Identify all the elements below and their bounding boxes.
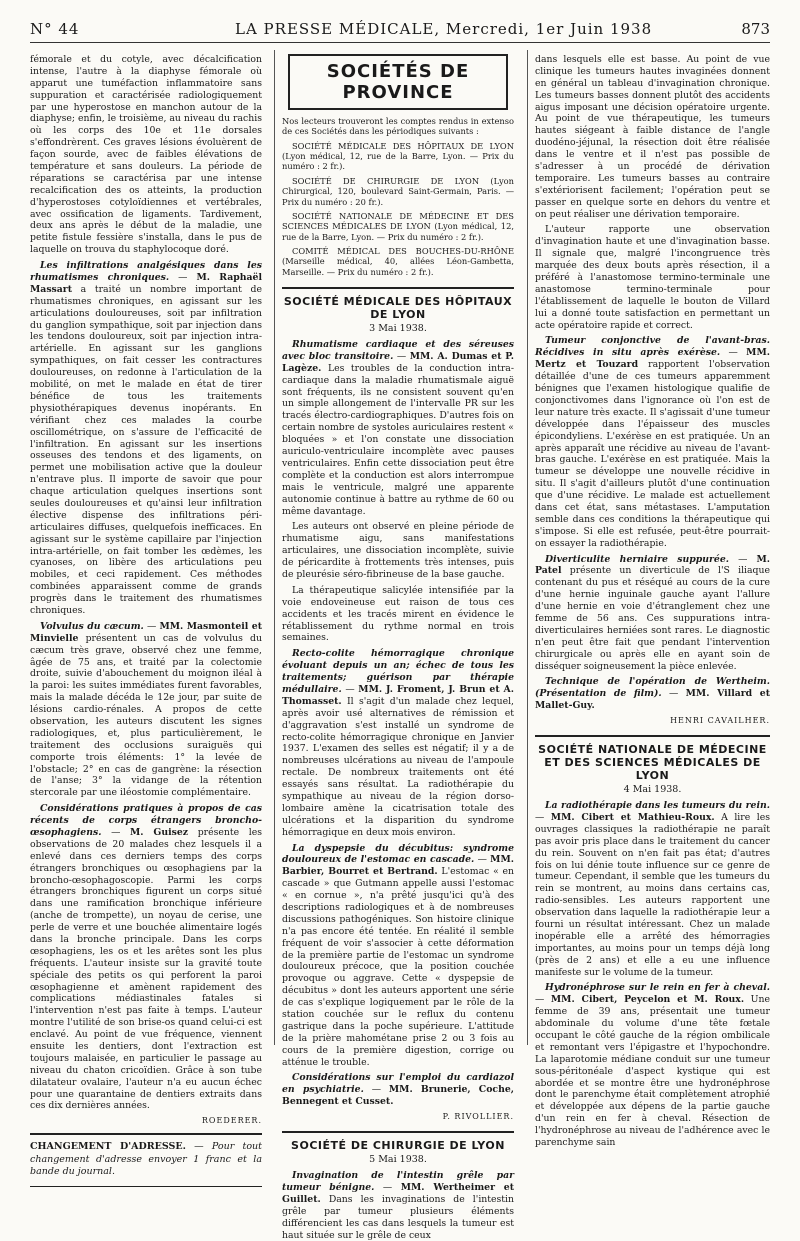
signature: ROEDERER. [201, 1116, 262, 1126]
column-3 [535, 54, 770, 1149]
article-text: présentent un cas de volvulus du cæcum très grave, observé chez une femme, âgée de 75 ans, et traité par la colectomie droite, suivie d'abouchement du moignon iléal à la paroi: les suites immédiates furent favorables, mais la malade décéda le 12e jour, par suite de lésions cardio-rénales. A propos de cette observation, les auteurs discutent les signes radiologiques, et, plus particulièrement, le traitement des occlusions suraiguës qui comporte trois éléments: 1° la levée de l'obstacle; 2° en cas de gangrène: la résection de l'anse; 3° la vidange de la rétention stercorale par une iléostomie complémentaire. [30, 632, 262, 799]
article: Recto-colite hémorragique chronique évoluant depuis un an; échec de tous les traitements; guérison par thérapie médullaire. — MM. J. Froment, J. Brun et A. Thomasset. Il s'agit d'un malade chez lequel, après avoir usé alternatives de rémission et d'aggravation s'est installé un syndrome de recto-colite hémorragique chronique en Janvier 1937. L'examen des selles est négatif; il y a de nombreuses ulcérations au niveau de l'ampoule rectale. De nombreux traitements ont été essayés sans résultat. La radiothérapie du sympathique au niveau de la région dorso-lombaire amène la cicatrisation totale des ulcérations et la disparition du syndrome hémorragique en deux mois environ. [282, 648, 514, 838]
column-2 [282, 54, 514, 1241]
article: Diverticulite herniaire suppurée. — M. Patel présente un diverticule de l'S iliaque contenant du pus et réséqué au cours de la cure d'une hernie inguinale gauche ayant l'allure d'une hernie en voie d'étranglement chez une femme de 56 ans. Ces suppurations intra-diverticulaires herniées sont rares. Le diagnostic n'en peut être fait que pendant l'intervention chirurgicale ou après elle en ayant soin de disséquer soigneusement la pièce enlevée. [535, 553, 770, 672]
article-title: Volvulus du cæcum. [40, 620, 144, 632]
article-author: MM. Cibert et Mathieu-Roux. [550, 811, 715, 823]
page-header [30, 20, 770, 43]
society-title: SOCIÉTÉ DE CHIRURGIE DE LYON [282, 1131, 514, 1152]
article: Les infiltrations analgésiques dans les rhumatismes chroniques. — M. Raphaël Massart a traité un nombre important de rhumatismes chroniques, en agissant sur les articulations douloureuses, soit par infiltration du ganglion sympathique, soit par injection dans les tendons douloureux, soit par injection intra-artérielle. En agissant sur les ganglions sympathiques, on fait cesser les contractures douloureuses, on redonne à l'articulation de la mobilité, on met le malade en état de tirer bénéfice de tous les traitements physiothérapiques devenus inopérants. En vérifiant chez ces malades la courbe oscillométrique, on s'assure de l'efficacité de l'infiltration. En agissant sur les insertions osseuses des tendons et des ligaments, on permet une mobilisation active que la douleur n'entrave plus. Il importe de savoir que pour chaque articulation quelques insertions sont seules douloureuses et qu'ainsi leur infiltration élective dispense des infiltrations péri-articulaires diffuses, quelquefois inefficaces. En agissant sur le système capillaire par l'injection intra-artérielle, on fait tomber les œdèmes, les cyanoses, on libère des articulations peu mobiles, et ceci rapidement. Ces méthodes combinées apparaissent comme de grands progrès dans le traitement des rhumatismes chroniques. [30, 260, 262, 616]
article-author: M. Guisez [130, 827, 189, 838]
journal-note [282, 116, 514, 277]
article-author: MM. Wertheimer et Guillet. [282, 1182, 514, 1205]
newspaper-page [30, 20, 770, 1241]
article: La dyspepsie du décubitus: syndrome douloureux de l'estomac en cascade. — MM. Barbier, Bourret et Bertrand. L'estomac « en cascade » que Gutmann appelle aussi l'estomac « en cornue », n'a prêté jusqu'ici qu'à des descriptions radiologiques et à de nombreuses discussions pathogéniques. Son histoire clinique n'a pas encore été tentée. En réalité il semble fréquent de voir s'associer à cette déformation de la première partie de l'estomac un syndrome douloureux précoce, que la position couchée provoque ou aggrave. Cette « dyspepsie de décubitus » dont les auteurs apportent une série de cas s'explique logiquement par le rôle de la station couchée sur le reflux du contenu gastrique dans la poche supérieure. L'attitude de la prière mahométane prise 2 ou 3 fois au cours de la première digestion, corrige ou atténue le trouble. [282, 842, 514, 1068]
article-author: MM. Barbier, Bourret et Bertrand. [282, 854, 514, 878]
article: Tumeur conjonctive de l'avant-bras. Récidives in situ après exérèse. — MM. Mertz et Touzard rapportent l'observation détaillée d'une de ces tumeurs apparemment bénignes que l'examen histologique qualifie de conjonctivomes dans l'ignorance où l'on est de leur nature très exacte. Il s'agissait d'une tumeur développée dans l'épaisseur des muscles épicondyliens. L'exérèse en est pratiquée. Un an après apparaît une récidive au niveau de l'avant-bras gauche. L'exérèse en est pratiquée. Mais la tumeur se développe une nouvelle récidive in situ. Il s'agit d'ailleurs plutôt d'une continuation que d'une récidive. Le malade est actuellement dans cet état, sans métastases. L'amputation semble dans ces conditions la thérapeutique qui s'impose. Si elle est refusée, peut-être pourrait-on essayer la radiothérapie. [535, 335, 770, 549]
article-text: Les troubles de la conduction intra-cardiaque dans la maladie rhumatismale aiguë sont fréquents, ils ne consistent souvent qu'en un simple allongement de l'intervalle PR sur les tracés électro-cardiographiques. D'autres fois on certain nombre de systoles auriculaires restent « bloquées » et l'on constate une dissociation auriculo-ventriculaire incomplète avec pauses ventriculaires. Enfin cette dissociation peut être complète et la conduction est alors interrompue mais le ventricule, malgré une apparente autonomie continue à battre au rythme de 60 ou même davantage. [282, 362, 514, 517]
article-author: MM. Mertz et Touzard [535, 347, 770, 371]
article-title: La dyspepsie du décubitus: syndrome douloureux de l'estomac en cascade. [282, 842, 514, 866]
article-title: Considérations sur l'emploi du cardiazol en psychiatrie. [282, 1072, 514, 1096]
article: Considérations sur l'emploi du cardiazol en psychiatrie. — MM. Brunerie, Coche, Bennegent et Cusset. [282, 1072, 514, 1108]
note-item: COMITÉ MÉDICAL DES BOUCHES-DU-RHÔNE (Marseille médical, 40, allées Léon-Gambetta, Marseille. — Prix du numéro : 2 fr.). [282, 245, 514, 277]
society-title [535, 735, 770, 782]
article-author: MM. Cibert, Peycelon et M. Roux. [550, 994, 745, 1006]
society-title: SOCIÉTÉ MÉDICALE DES HÔPITAUX DE LYON [282, 287, 514, 321]
session-date: 3 Mai 1938. [369, 323, 427, 335]
article-title: Technique de l'opération de Wertheim. (Présentation de film). [535, 676, 770, 700]
article-author: MM. Villard et Mallet-Guy. [535, 688, 770, 712]
article-title: Diverticulite herniaire suppurée. [545, 553, 729, 565]
article-title: Les infiltrations analgésiques dans les rhumatismes chroniques. [30, 260, 262, 284]
section-banner: SOCIÉTÉS DE PROVINCE [288, 54, 508, 110]
column-rule [527, 50, 528, 1045]
article-title: Hydronéphrose sur le rein en fer à cheval. [545, 982, 770, 994]
article-text: présente les observations de 20 malades chez lesquels il a enlevé dans ces derniers temps des corps étrangers bronchiques ou œsophagiens par la broncho-œsophagoscopie. Parmi les corps étrangers bronchiques figurent un corps situé dans une ramification bronchique inférieure (anche de trompette), un noyau de cerise, une perle de verre et une bouchée alimentaire logés dans la bronche principale. Dans les corps œsophagiens, les os et les arêtes sont les plus fréquents. L'auteur insiste sur la gravité toute spéciale des petits os qui perforent la paroi œsophagienne et amènent rapidement des complications médiastinales fatales si l'intervention n'est pas faite à temps. L'auteur montre l'utilité de son brise-os quand celui-ci est enclavé. Au point de vue fréquence, viennent ensuite les dentiers, dont l'extraction est toujours malaisée, en particulier le passage au niveau du chaton cricoïdien. Grâce à son tube dilatateur ovalaire, l'auteur n'a eu aucun échec pour une quarantaine de dentiers extraits dans ces dix dernières années. [30, 827, 262, 1112]
article: Technique de l'opération de Wertheim. (Présentation de film). — MM. Villard et Mallet-Guy. [535, 676, 770, 712]
article-text: Il s'agit d'un malade chez lequel, après avoir usé alternatives de rémission et d'aggravation s'est installé un syndrome de recto-colite hémorragique chronique en Janvier 1937. L'examen des selles est négatif; il y a de nombreuses ulcérations au niveau de l'ampoule rectale. De nombreux traitements ont été essayés sans résultat. La radiothérapie du sympathique au niveau de la région dorso-lombaire amène la cicatrisation totale des ulcérations et la disparition du syndrome hémorragique en deux mois environ. [282, 695, 514, 838]
note-item: SOCIÉTÉ DE CHIRURGIE DE LYON (Lyon Chirurgical, 120, boulevard Saint-Germain, Paris. — Prix du numéro : 20 fr.). [282, 175, 514, 207]
paragraph: L'auteur rapporte une observation d'invagination haute et une d'invagination basse. Il signale que, malgré l'incongruence très marquée des deux bouts après résection, il a préféré à l'anastomose termino-terminale une anastomose termino-terminale pour l'établissement de laquelle le bouton de Villard lui a donné toute satisfaction en permettant un acte opératoire rapide et correct. [535, 224, 770, 331]
article-author: MM. Brunerie, Coche, Bennegent et Cusset. [282, 1084, 514, 1108]
article-title: Tumeur conjonctive de l'avant-bras. Récidives in situ après exérèse. [535, 335, 770, 359]
column-1 [30, 54, 263, 1177]
issue-number: N° 44 [30, 20, 80, 38]
article: Rhumatisme cardiaque et des séreuses avec bloc transitoire. — MM. A. Dumas et P. Lagèze. Les troubles de la conduction intra-cardiaque dans la maladie rhumatismale aiguë sont fréquents, ils ne consistent souvent qu'en un simple allongement de l'intervalle PR sur les tracés électro-cardiographiques. D'autres fois on certain nombre de systoles auriculaires restent « bloquées » et l'on constate une dissociation auriculo-ventriculaire incomplète avec pauses ventriculaires. Enfin cette dissociation peut être complète et la conduction est alors interrompue mais le ventricule, malgré une apparente autonomie continue à battre au rythme de 60 ou même davantage. [282, 339, 514, 517]
article-title: Invagination de l'intestin grêle par tumeur bénigne. [282, 1170, 514, 1194]
article-text: présente un diverticule de l'S iliaque contenant du pus et réséqué au cours de la cure d'une hernie inguinale gauche ayant l'allure d'une hernie en voie d'étranglement chez une femme de 56 ans. Ces suppurations intra-diverticulaires herniées sont rares. Le diagnostic n'en peut être fait que pendant l'intervention chirurgicale ou après elle en ayant soin de disséquer soigneusement la pièce enlevée. [535, 565, 770, 672]
article-text: L'estomac « en cascade » que Gutmann appelle aussi l'estomac « en cornue », n'a prêté jusqu'ici qu'à des descriptions radiologiques et à de nombreuses discussions pathogéniques. Son histoire clinique n'a pas encore été tentée. En réalité il semble fréquent de voir s'associer à cette déformation de la première partie de l'estomac un syndrome douloureux précoce, que la position couchée provoque ou aggrave. Cette « dyspepsie de décubitus » dont les auteurs apportent une série de cas s'explique logiquement par le rôle de la station couchée sur le reflux du contenu gastrique dans la poche supérieure. L'attitude de la prière mahométane prise 2 ou 3 fois au cours de la première digestion, corrige ou atténue le trouble. [282, 866, 514, 1068]
article: Considérations pratiques à propos de cas récents de corps étrangers broncho-œsophagiens. — M. Guisez présente les observations de 20 malades chez lesquels il a enlevé dans ces derniers temps des corps étrangers bronchiques ou œsophagiens par la broncho-œsophagoscopie. Parmi les corps étrangers bronchiques figurent un corps situé dans une ramification bronchique inférieure (anche de trompette), un noyau de cerise, une perle de verre et une bouchée alimentaire logés dans la bronche principale. Dans les corps œsophagiens, les os et les arêtes sont les plus fréquents. L'auteur insiste sur la gravité toute spéciale des petits os qui perforent la paroi œsophagienne et amènent rapidement des complications médiastinales fatales si l'intervention n'est pas faite à temps. L'auteur montre l'utilité de son brise-os quand celui-ci est enclavé. Au point de vue fréquence, viennent ensuite les dentiers, dont l'extraction est toujours malaisée, en particulier le passage au niveau du chaton cricoïdien. Grâce à son tube dilatateur ovalaire, l'auteur n'a eu aucun échec pour une quarantaine de dentiers extraits dans ces dix dernières années. [30, 803, 262, 1112]
session-date: 4 Mai 1938. [623, 784, 682, 796]
society-title-line: SOCIÉTÉ NATIONALE DE MÉDECINE [538, 743, 767, 757]
society-title-line: ET DES SCIENCES MÉDICALES DE LYON [544, 756, 761, 783]
article-title: La radiothérapie dans les tumeurs du rein. [545, 800, 770, 812]
article-title: Recto-colite hémorragique chronique évoluant depuis un an; échec de tous les traitements; guérison par thérapie médullaire. [282, 648, 514, 695]
signature: P. RIVOLLIER. [442, 1112, 514, 1122]
note-item: SOCIÉTÉ NATIONALE DE MÉDECINE ET DES SCIENCES MÉDICALES DE LYON (Lyon médical, 12, rue de la Barre, Lyon. — Prix du numéro : 2 fr.). [282, 210, 514, 242]
article-text: A lire les ouvrages classiques la radiothérapie ne paraît pas avoir pris place dans le traitement du cancer du rein. Souvent on n'en fait pas état; d'autres fois on lui dénie toute influence sur ce genre de tumeur. Cependant, il semble que les tumeurs du rein se montrent, au moins dans certains cas, radio-sensibles. Les auteurs rapportent une observation dans laquelle la radiothérapie leur a fourni un résultat intéressant. Chez un malade inopérable elle a arrêté des hémorragies importantes, au moins pour un temps déjà long (près de 2 ans) et elle a eu une influence manifeste sur le volume de la tumeur. [535, 811, 770, 978]
session-date: 5 Mai 1938. [369, 1154, 427, 1166]
journal-title: LA PRESSE MÉDICALE, Mercredi, 1er Juin 1938 [235, 20, 653, 38]
article-text: Dans les invaginations de l'intestin grêle par tumeur plusieurs éléments différencient les cas dans lesquels la tumeur est haut située sur le grêle de ceux [282, 1193, 514, 1241]
article-author: MM. J. Froment, J. Brun et A. Thomasset. [282, 683, 514, 707]
article-text: Une femme de 39 ans, présentait une tumeur abdominale du volume d'une tête fœtale occupant le côté gauche de la région ombilicale et remontant vers l'épigastre et l'hypochondre. La laparotomie médiane conduit sur une tumeur sous-péritonéale d'aspect kystique qui est abordée et se montre être une hydronéphrose dont le parenchyme était complètement atrophié et développée aux dépens de la partie gauche d'un rein en fer à cheval. Résection de l'hydronéphrose au niveau de l'adhérence avec le parenchyme sain [535, 994, 770, 1149]
article: Invagination de l'intestin grêle par tumeur bénigne. — MM. Wertheimer et Guillet. Dans les invaginations de l'intestin grêle par tumeur plusieurs éléments différencient les cas dans lesquels la tumeur est haut située sur le grêle de ceux [282, 1170, 514, 1241]
article-title: Rhumatisme cardiaque et des séreuses avec bloc transitoire. [282, 339, 514, 362]
signature: HENRI CAVAILHER. [670, 716, 770, 726]
note-intro: Nos lecteurs trouveront les comptes rendus in extenso de ces Sociétés dans les périodiques suivants : [282, 116, 514, 137]
article-author: MM. Masmonteil et Minvielle [30, 620, 263, 644]
article-author: M. Patel [535, 553, 770, 577]
article: Volvulus du cæcum. — MM. Masmonteil et Minvielle présentent un cas de volvulus du cæcum très grave, observé chez une femme, âgée de 75 ans, et traité par la colectomie droite, suivie d'abouchement du moignon iléal à la paroi: les suites immédiates furent favorables, mais la malade décéda le 12e jour, par suite de lésions cardio-rénales. A propos de cette observation, les auteurs discutent les signes radiologiques, et, plus particulièrement, le traitement des occlusions suraiguës qui comporte trois éléments: 1° la levée de l'obstacle; 2° en cas de gangrène: la résection de l'anse; 3° la vidange de la rétention stercorale par une iléostomie complémentaire. [30, 620, 263, 799]
paragraph: La thérapeutique salicylée intensifiée par la voie endoveineuse eut raison de tous ces accidents et les tracés mirent en évidence le rétablissement du rythme normal en trois semaines. [282, 584, 514, 644]
paragraph: Les auteurs ont observé en pleine période de rhumatisme aigu, sans manifestations articulaires, une dissociation incomplète, suivie de péricardite à frottements très intenses, puis de pleurésie séro-fibrineuse de la base gauche. [282, 521, 514, 580]
address-change-notice: CHANGEMENT D'ADRESSE. — Pour tout changement d'adresse envoyer 1 franc et la bande du journal. [30, 1133, 262, 1186]
notice-text: Pour tout changement d'adresse envoyer 1 franc et la bande du journal. [30, 1141, 262, 1177]
notice-title: CHANGEMENT D'ADRESSE. [30, 1141, 186, 1153]
paragraph: fémorale et du cotyle, avec décalcification intense, l'autre à la diaphyse fémorale où apparut une tuméfaction inflammatoire sans suppuration et caractérisée radiologiquement par une hyperostose en manchon autour de la diaphyse; enfin, le troisième, au niveau du rachis où les corps des 10e et 11e dorsales s'effondrèrent. Ces graves lésions évoluèrent de façon sourde, avec de faibles élévations de température et sans douleurs. La période de réparations se caractérisa par une intense recalcification des os atteints, la production d'hyperostoses cotyloïdiennes et vertébrales, avec ossification de ligaments. Tardivement, deux ans après le début de la maladie, une petite fistule fessière s'installa, dans le pus de laquelle on trouva du staphylocoque doré. [30, 54, 262, 256]
article: La radiothérapie dans les tumeurs du rein. — MM. Cibert et Mathieu-Roux. A lire les ouvrages classiques la radiothérapie ne paraît pas avoir pris place dans le traitement du cancer du rein. Souvent on n'en fait pas état; d'autres fois on lui dénie toute influence sur ce genre de tumeur. Cependant, il semble que les tumeurs du rein se montrent, au moins dans certains cas, radio-sensibles. Les auteurs rapportent une observation dans laquelle la radiothérapie leur a fourni un résultat intéressant. Chez un malade inopérable elle a arrêté des hémorragies importantes, au moins pour un temps déjà long (près de 2 ans) et elle a eu une influence manifeste sur le volume de la tumeur. [535, 800, 770, 978]
article-author: MM. A. Dumas et P. Lagèze. [282, 350, 514, 374]
note-item: SOCIÉTÉ MÉDICALE DES HÔPITAUX DE LYON (Lyon médical, 12, rue de la Barre, Lyon. — Prix du numéro : 2 fr.). [282, 140, 514, 172]
article-title: Considérations pratiques à propos de cas récents de corps étrangers broncho-œsophagiens. [30, 803, 262, 838]
article-author: M. Raphaël Massart [30, 272, 262, 295]
article-text: a traité un nombre important de rhumatismes chroniques, en agissant sur les articulations douloureuses, soit par infiltration du ganglion sympathique, soit par injection dans les tendons douloureux, soit par injection intra-artérielle. En agissant sur les ganglions sympathiques, on fait cesser les contractures douloureuses, on redonne à l'articulation de la mobilité, on met le malade en état de tirer bénéfice de tous les traitements physiothérapiques devenus inopérants. En vérifiant chez ces malades la courbe oscillométrique, on s'assure de l'efficacité de l'infiltration. En agissant sur les insertions osseuses des tendons et des ligaments, on permet une mobilisation active que la douleur n'entrave plus. Il importe de savoir que pour chaque articulation quelques insertions sont seules douloureuses et qu'ainsi leur infiltration élective dispense des infiltrations péri-articulaires diffuses, quelquefois inefficaces. En agissant sur le système capillaire par l'injection intra-artérielle, on fait tomber les œdèmes, les cyanoses, on libère des articulations peu mobiles, et ceci rapidement. Ces méthodes combinées apparaissent comme de grands progrès dans le traitement des rhumatismes chroniques. [30, 283, 262, 616]
article: Hydronéphrose sur le rein en fer à cheval. — MM. Cibert, Peycelon et M. Roux. Une femme de 39 ans, présentait une tumeur abdominale du volume d'une tête fœtale occupant le côté gauche de la région ombilicale et remontant vers l'épigastre et l'hypochondre. La laparotomie médiane conduit sur une tumeur sous-péritonéale d'aspect kystique qui est abordée et se montre être une hydronéphrose dont le parenchyme était complètement atrophié et développée aux dépens de la partie gauche d'un rein en fer à cheval. Résection de l'hydronéphrose au niveau de l'adhérence avec le parenchyme sain [535, 982, 770, 1149]
paragraph: dans lesquels elle est basse. Au point de vue clinique les tumeurs hautes invaginées donnent en général un tableau d'invagination chronique. Les tumeurs basses donnent plutôt des accidents aigus imposant une décision opératoire urgente. Au point de vue thérapeutique, les tumeurs hautes siégeant à faible distance de l'angle duodéno-jéjunal, la résection doit être réalisée dans le ventre et il n'est pas possible de s'adresser à un procédé de dérivation temporaire. Les tumeurs basses au contraire s'extériorisent facilement; l'opération peut se passer en quelque sorte en dehors du ventre et on peut réaliser une dérivation temporaire. [535, 54, 770, 220]
column-rule [274, 50, 275, 1045]
article-text: rapportent l'observation détaillée d'une de ces tumeurs apparemment bénignes que l'examen histologique qualifie de conjonctivomes dans l'ignorance où l'on est de leur nature très exacte. Il s'agissait d'une tumeur développée dans l'épaisseur des muscles épicondyliens. L'exérèse en est pratiquée. Un an après apparaît une récidive au niveau de l'avant-bras gauche. L'exérèse en est pratiquée. Mais la tumeur se développe une nouvelle récidive in situ. Il s'agit d'ailleurs plutôt d'une continuation que d'une récidive. Le malade est actuellement dans cet état, sans métastases. L'amputation semble dans ces conditions la thérapeutique qui s'impose. Si elle est refusée, peut-être pourrait-on essayer la radiothérapie. [535, 359, 770, 549]
page-number: 873 [741, 20, 770, 38]
